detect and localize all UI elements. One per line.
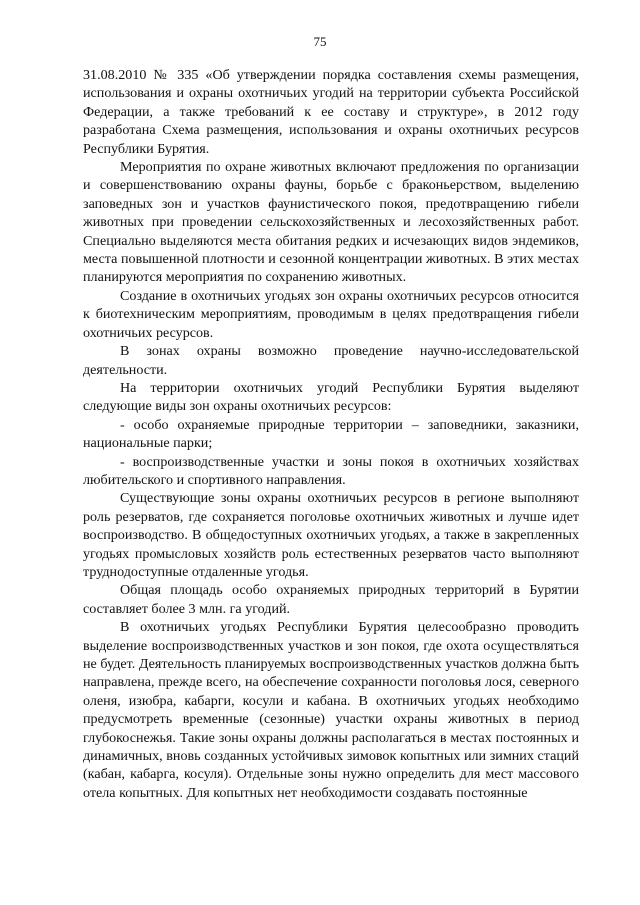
paragraph-protection-measures: Мероприятия по охране животных включают предложения по организации и совершенствованию охраны фауны, борьбе с браконьерством, выделению заповедных зон и участков фаунистического покоя, предотвращению гибели животных при проведении сельскохозяйственных и лесохозяйственных работ. Специально выделяются места обитания редких и исчезающих видов эндемиков, места повышенной плотности и сезонной концентрации животных. В этих местах планируются мероприятия по сохранению животных. <box>83 159 579 286</box>
paragraph-existing-zones: Существующие зоны охраны охотничьих ресурсов в регионе выполняют роль резерватов, где сохраняется поголовье охотничьих животных и лучше идет воспроизводство. В общедоступных охотничьих угодьях, а также в закрепленных угодьях промысловых хозяйств роль естественных резерватов часто выполняют труднодоступные отдаленные угодья. <box>83 490 579 580</box>
paragraph-research: В зонах охраны возможно проведение научно-исследовательской деятельности. <box>83 343 579 378</box>
list-item-protected-areas: - особо охраняемые природные территории – заповедники, заказники, национальные парки; <box>83 416 579 452</box>
document-body <box>83 66 579 802</box>
paragraph-total-area: Общая площадь особо охраняемых природных территорий в Бурятии составляет более 3 млн. га угодий. <box>83 582 579 617</box>
list-item-reproduction-plots: - воспроизводственные участки и зоны покоя в охотничьих хозяйствах любительского и спортивного направления. <box>83 453 579 488</box>
paragraph-order-reference: 31.08.2010 № 335 «Об утверждении порядка составления схемы размещения, использования и охраны охотничьих угодий на территории субъекта Российской Федерации, а также требований к ее составу и структуре», в 2012 году разработана Схема размещения, использования и охраны охотничьих ресурсов Республики Бурятия. <box>83 67 579 157</box>
paragraph-zone-types-intro: На территории охотничьих угодий Республики Бурятия выделяют следующие виды зон охраны охотничьих ресурсов: <box>83 379 579 415</box>
paragraph-recommendations: В охотничьих угодьях Республики Бурятия целесообразно проводить выделение воспроизводственных участков и зон покоя, где охота осуществляться не будет. Деятельность планируемых воспроизводственных участков должна быть направлена, прежде всего, на обеспечение сохранности поголовья лося, северного оленя, изюбра, кабарги, косули и кабана. В охотничьих угодьях необходимо предусмотреть временные (сезонные) участки охраны животных в период глубокоснежья. Такие зоны охраны должны располагаться в местах постоянных и динамичных, вновь созданных устойчивых зимовок копытных или зимних стаций (кабан, кабарга, косуля). Отдельные зоны нужно определить для мест массового отела копытных. Для копытных нет необходимости создавать постоянные <box>83 619 579 801</box>
page-number: 75 <box>313 34 327 49</box>
paragraph-protection-zones: Создание в охотничьих угодьях зон охраны охотничьих ресурсов относится к биотехническим мероприятиям, проводимым в целях предотвращения гибели охотничьих ресурсов. <box>83 287 579 341</box>
